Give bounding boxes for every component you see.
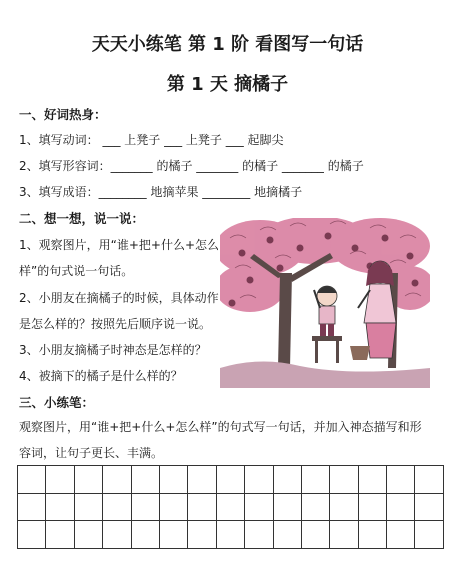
grid-cell[interactable] — [216, 466, 244, 494]
writing-instruction-line-2: 容词，让句子更长、丰满。 — [19, 446, 164, 460]
grid-cell[interactable] — [18, 493, 46, 521]
grid-cell[interactable] — [18, 521, 46, 549]
question-1-line-2: 样”的句式说一句话。 — [19, 264, 134, 278]
section-3-heading: 三、小练笔： — [19, 395, 95, 410]
grid-cell[interactable] — [131, 521, 159, 549]
grid-cell[interactable] — [301, 493, 329, 521]
grid-cell[interactable] — [46, 466, 74, 494]
page-title: 天天小练笔 第 1 阶 看图写一句话 — [91, 34, 364, 55]
question-4: 4、被摘下的橘子是什么样的？ — [19, 369, 183, 383]
grid-cell[interactable] — [415, 493, 443, 521]
question-3: 3、小朋友摘橘子时神态是怎样的？ — [19, 343, 207, 357]
grid-row — [18, 521, 444, 549]
grid-cell[interactable] — [159, 493, 187, 521]
grid-row — [18, 493, 444, 521]
question-2-line-2: 是怎么样的？按照先后顺序说一说。 — [19, 317, 212, 331]
grid-cell[interactable] — [74, 493, 102, 521]
grid-cell[interactable] — [103, 521, 131, 549]
grid-cell[interactable] — [74, 466, 102, 494]
grid-cell[interactable] — [103, 466, 131, 494]
grid-cell[interactable] — [273, 493, 301, 521]
grid-cell[interactable] — [358, 493, 386, 521]
grid-cell[interactable] — [415, 466, 443, 494]
grid-cell[interactable] — [301, 466, 329, 494]
question-1-line-1: 1、观察图片，用“谁+把+什么+怎么 — [19, 238, 220, 252]
grid-cell[interactable] — [131, 493, 159, 521]
grid-cell[interactable] — [46, 493, 74, 521]
grid-cell[interactable] — [46, 521, 74, 549]
grid-cell[interactable] — [330, 521, 358, 549]
writing-instruction-line-1: 观察图片，用“谁+把+什么+怎么样”的句式写一句话，并加入神态描写和形 — [19, 420, 422, 434]
section-2-heading: 二、想一想，说一说： — [19, 211, 145, 226]
grid-cell[interactable] — [387, 493, 415, 521]
grid-cell[interactable] — [159, 466, 187, 494]
section-1-heading: 一、好词热身： — [19, 107, 107, 122]
grid-cell[interactable] — [216, 493, 244, 521]
grid-cell[interactable] — [188, 521, 216, 549]
grid-cell[interactable] — [131, 466, 159, 494]
grid-cell[interactable] — [245, 521, 273, 549]
grid-row — [18, 466, 444, 494]
grid-cell[interactable] — [358, 466, 386, 494]
exercise-verbs: 1、填写动词： ___ 上凳子 ___ 上凳子 ___ 起脚尖 — [19, 133, 284, 147]
grid-cell[interactable] — [301, 521, 329, 549]
grid-cell[interactable] — [74, 521, 102, 549]
grid-cell[interactable] — [18, 466, 46, 494]
exercise-idioms: 3、填写成语：________ 地摘苹果 ________ 地摘橘子 — [19, 185, 303, 199]
grid-cell[interactable] — [330, 493, 358, 521]
grid-cell[interactable] — [103, 493, 131, 521]
grid-cell[interactable] — [159, 521, 187, 549]
grid-cell[interactable] — [415, 521, 443, 549]
grid-cell[interactable] — [273, 521, 301, 549]
grid-cell[interactable] — [188, 466, 216, 494]
grid-cell[interactable] — [216, 521, 244, 549]
grid-cell[interactable] — [245, 493, 273, 521]
writing-grid[interactable] — [17, 465, 444, 549]
grid-cell[interactable] — [188, 493, 216, 521]
orange-picking-illustration — [220, 218, 430, 388]
grid-cell[interactable] — [387, 521, 415, 549]
exercise-adjectives: 2、填写形容词：_______ 的橘子 _______ 的橘子 _______ 的橘子 — [19, 159, 364, 173]
grid-cell[interactable] — [330, 466, 358, 494]
question-2-line-1: 2、小朋友在摘橘子的时候，具体动作 — [19, 291, 219, 305]
grid-cell[interactable] — [358, 521, 386, 549]
page-subtitle: 第 1 天 摘橘子 — [166, 74, 289, 95]
grid-cell[interactable] — [387, 466, 415, 494]
grid-cell[interactable] — [273, 466, 301, 494]
grid-cell[interactable] — [245, 466, 273, 494]
